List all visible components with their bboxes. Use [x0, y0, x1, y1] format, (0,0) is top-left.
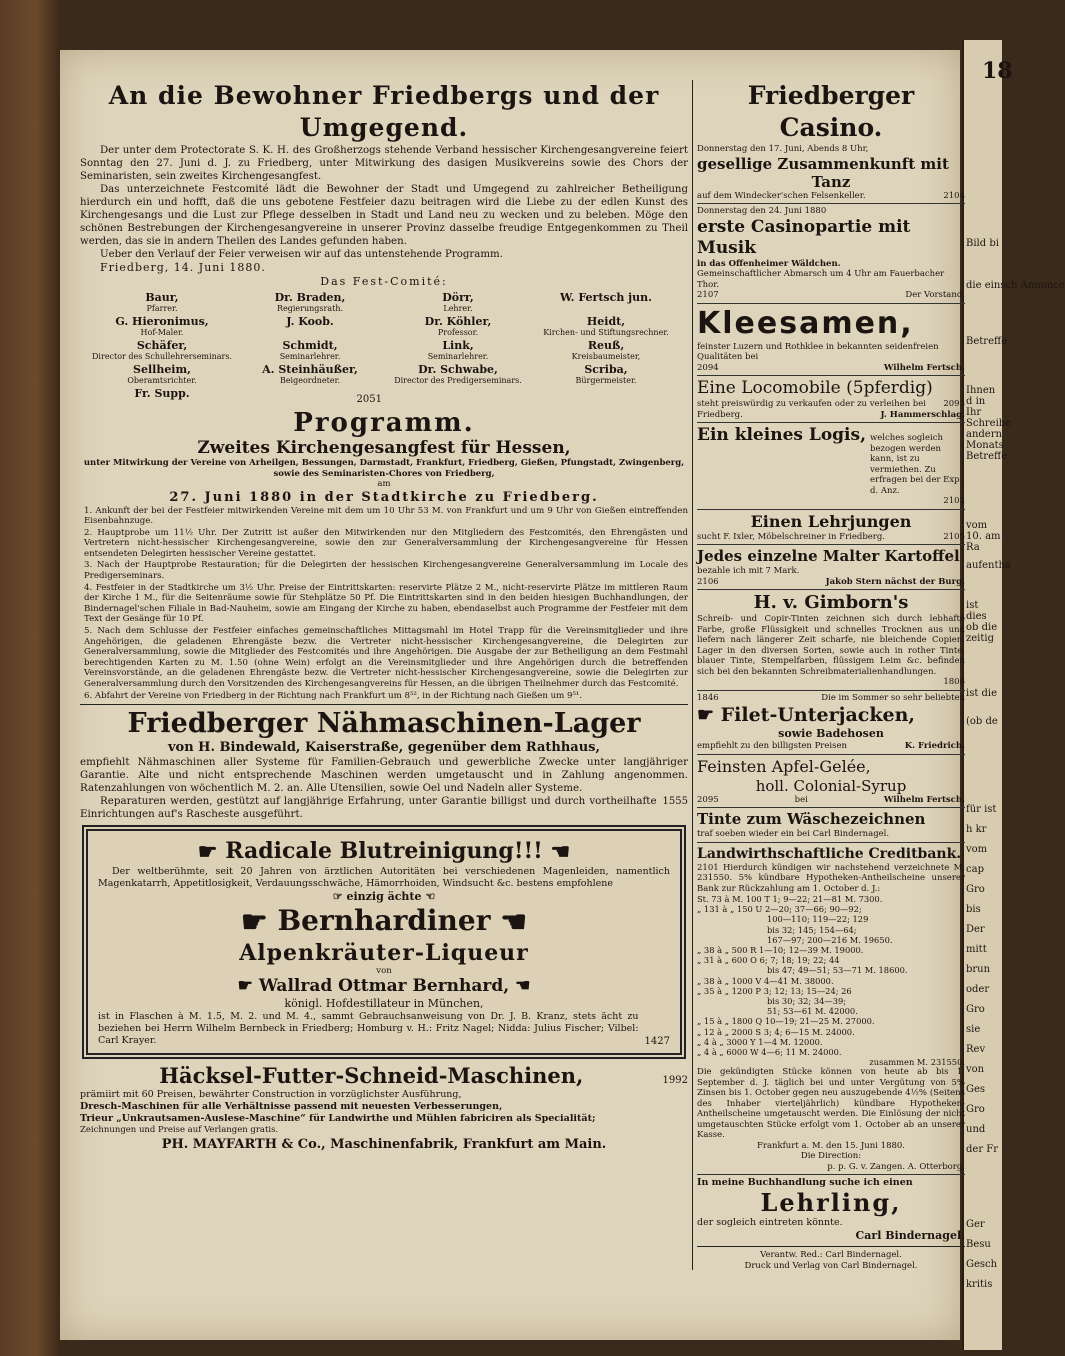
ink-brand-body: Schreib- und Copir-Tinten zeichnen sich durch lebhafte Farbe, große Flüssigkeit und schnelles Trocknen aus und liefern nach längerer Zeit scharfe, nie bleichende Copien. Lager in den diversen Sorten, sowie auch in rother Tinte, blauer Tinte, Stempelfarben, flüssigem Leim &c. befinden sich bei den bekannten Schreibmaterialienhandlungen.: [697, 614, 965, 677]
imprint-printer: Druck und Verlag von Carl Bindernagel.: [744, 1260, 918, 1271]
apprentice-row: [697, 532, 965, 543]
apprentice-title: Einen Lehrjungen: [750, 511, 912, 531]
committee-member: Fr. Supp.: [134, 387, 190, 400]
ad-number: 2104: [943, 190, 965, 201]
pointing-hand-icon: ☛: [237, 976, 253, 997]
liqueur-body: Der weltberühmte, seit 20 Jahren von ärztlichen Autoritäten bei verschiedenen Magenleiden, namentlich Magenkatarrh, Appetitlosigkeit, Verdauungsschwäche, Hämorrhoiden, Windsucht &c. bestens empfohlene: [98, 866, 670, 890]
chaff-line-4: Zeichnungen und Preise auf Verlangen gratis.: [80, 1125, 279, 1136]
potato-body: bezahle ich mit 7 Mark.: [697, 566, 800, 576]
program-list: [80, 506, 688, 702]
sewing-footer: [80, 795, 688, 821]
committee-member: Reuß, Kreisbaumeister,: [571, 339, 641, 361]
clover-sign-row: [697, 363, 965, 374]
lodging-title: Ein kleines Logis,: [697, 425, 866, 445]
bank-row: „ 31 à „ 600 O 6; 7; 18; 19; 22; 44: [697, 955, 840, 966]
jelly-sign-row: [697, 795, 965, 806]
chaff-line-2: Dresch-Maschinen für alle Verhältnisse passend mit neuesten Verbesserungen,: [80, 1101, 503, 1113]
bank-signature: p. p. G. v. Zangen. A. Otterborg.: [827, 1161, 965, 1172]
book-binding: [0, 0, 60, 1356]
program-title: Programm.: [293, 408, 475, 438]
liqueur-maker-role: königl. Hofdestillateur in München,: [284, 997, 484, 1011]
right-column: [692, 80, 965, 1270]
committee-member: Baur, Pfarrer.: [145, 291, 179, 313]
bank-row: „ 4 à „ 3000 Y 1—4 M. 12000.: [697, 1036, 823, 1047]
pointing-hand-icon: ☞: [332, 890, 343, 904]
imprint-editor: Verantw. Red.: Carl Bindernagel.: [760, 1250, 902, 1261]
fragment: ist dies ob die zeitig: [966, 600, 998, 644]
divider: [697, 1246, 965, 1247]
vest-sub: sowie Badehosen: [778, 727, 884, 740]
casino-sign-row: [697, 290, 965, 301]
committee-member: G. Hieronimus, Hof-Maler.: [115, 315, 209, 337]
divider: [697, 303, 965, 304]
divider: [697, 509, 965, 510]
fragment: (ob de: [966, 716, 998, 727]
bank-row: „ 38 à „ 500 R 1—10; 12—39 M. 19000.: [697, 945, 864, 956]
committee-member: Dr. Schwabe, Director des Predigerseminars.: [394, 363, 522, 385]
chaff-title: Häcksel-Futter-Schneid-Maschinen,: [159, 1063, 584, 1089]
liqueur-brand-text: Bernhardiner: [277, 904, 491, 938]
casino-place-row: [697, 191, 965, 202]
divider: [697, 842, 965, 843]
pointing-hand-icon: ☛: [197, 839, 218, 866]
casino-date-2: Donnerstag den 24. Juni 1880: [697, 206, 827, 216]
bank-intro: 2101 Hierdurch kündigen wir nachstehend verzeichnete M. 231550. 5% kündbare Hypotheken-Antheilscheine unserer Bank zur Rückzahlung am 1. October d. J.:: [697, 862, 965, 894]
pointing-hand-icon: ☛: [240, 904, 268, 940]
page-number: 18: [982, 58, 1013, 84]
ink-brand-title: H. v. Gimborn's: [753, 592, 909, 613]
bank-row: St. 73 à M. 100 T 1; 9—22; 21—81 M. 7300.: [697, 894, 883, 904]
committee-member: Schmidt, Seminarlehrer.: [279, 339, 341, 361]
liqueur-genuine-text: einzig ächte: [346, 890, 422, 904]
casino-date-1: Donnerstag den 17. Juni, Abends 8 Uhr,: [697, 144, 869, 154]
vest-body: empfiehlt zu den billigsten Preisen: [697, 741, 847, 751]
pointing-hand-icon: ☚: [550, 839, 571, 866]
liqueur-genuine: [98, 890, 670, 904]
bank-row: 167—97; 200—216 M. 19650.: [767, 934, 893, 945]
locomobile-body-row: [697, 399, 965, 410]
liqueur-detail: ist in Flaschen à M. 1.5, M. 2. und M. 4., sammt Gebrauchsanweisung von Dr. J. B. Kranz, stets ächt zu beziehen bei Herrn Wilhelm Bernbeck in Friedberg; Homburg v. H.: Fritz Nagel; Nidda: Julius Fischer; Vilbel: Carl Krayer.: [98, 1011, 639, 1047]
apprentice-body: sucht F. Ixler, Möbelschreiner in Friedberg.: [697, 531, 886, 542]
jelly-signature: Wilhelm Fertsch.: [883, 794, 965, 805]
liqueur-maker: [98, 976, 670, 997]
ad-number: 2107: [697, 290, 719, 300]
bank-row: „ 38 à „ 1000 V 4—41 M. 38000.: [697, 975, 834, 986]
trainee-pre: In meine Buchhandlung suche ich einen: [697, 1177, 913, 1189]
fragment: vom 10. am Ra: [966, 520, 1001, 553]
ad-number: 2094: [697, 362, 719, 373]
committee-title: Das Fest-Comité:: [320, 275, 448, 288]
bank-place: Frankfurt a. M. den 15. Juni 1880.: [756, 1140, 905, 1151]
next-page-edge: [962, 40, 1065, 1350]
bank-total: zusammen M. 231550.: [869, 1057, 965, 1068]
locomobile-body: steht preiswürdig zu verkaufen oder zu verleihen bei: [697, 399, 926, 409]
vest-pre-row: [697, 693, 965, 704]
bank-row: „ 15 à „ 1800 Q 10—19; 21—25 M. 27000.: [697, 1016, 875, 1027]
clover-signature: Wilhelm Fertsch.: [883, 362, 965, 373]
ad-number: 2105: [943, 531, 965, 542]
fragment: die einsch Annonce: [966, 280, 1065, 291]
liqueur-product: Alpenkräuter-Liqueur: [239, 939, 529, 966]
jelly-title: Feinsten Apfel-Gelée,: [697, 756, 871, 776]
casino-place-2: in das Offenheimer Wäldchen.: [697, 258, 841, 269]
bank-row: „ 4 à „ 6000 W 4—6; 11 M. 24000.: [697, 1047, 842, 1058]
committee-member: Scriba, Bürgermeister.: [575, 363, 637, 385]
bank-row: „ 35 à „ 1200 P 3; 12; 13; 15—24; 26: [697, 985, 852, 996]
casino-event-1b: Tanz: [811, 172, 851, 191]
vest-sign-row: [697, 741, 965, 752]
potato-signature: Jakob Stern nächst der Burg.: [825, 576, 965, 587]
pointing-hand-icon: ☜: [425, 890, 436, 904]
fragment: für ist h kr vom cap Gro bis Der mitt brun oder Gro sie Rev von Ges Gro und der Fr: [966, 804, 998, 1155]
vest-title: Filet-Unterjacken,: [720, 704, 916, 726]
place-date: Friedberg, 14. Juni 1880.: [100, 261, 266, 274]
ad-number: 2093: [943, 399, 965, 409]
program-item: 1. Ankunft der bei der Festfeier mitwirkenden Vereine mit dem um 10 Uhr 53 M. von Frankfurt und um 9 Uhr von Gießen eintreffenden Eisenbahnzuge.: [84, 505, 688, 527]
fragment: Betreffe: [966, 336, 1008, 347]
divider: [697, 589, 965, 590]
liqueur-footer: [98, 1011, 670, 1047]
pointing-hand-icon: ☛: [697, 704, 715, 726]
program-item: 6. Abfahrt der Vereine von Friedberg in der Richtung nach Frankfurt um 8⁵², in der Richtung nach Gießen um 9⁵¹.: [84, 690, 583, 701]
committee-member: Heidt, Kirchen- und Stiftungsrechner.: [543, 315, 669, 337]
program-participants: unter Mitwirkung der Vereine von Arheilgen, Bessungen, Darmstadt, Frankfurt, Friedberg, Gießen, Pfungstadt, Zwingenberg, sowie des Seminaristen-Chores von Friedberg,: [83, 458, 685, 479]
committee-member: Sellheim, Oberamtsrichter.: [127, 363, 197, 385]
committee-member: Dr. Köhler, Professor.: [424, 315, 492, 337]
liqueur-maker-text: Wallrad Ottmar Bernhard,: [258, 976, 510, 997]
ad-number: 1427: [644, 1036, 670, 1048]
bank-row: 51; 53—61 M. 42000.: [767, 1006, 858, 1017]
locomobile-signature: J. Hammerschlag.: [880, 409, 965, 420]
liqueur-headline: [98, 837, 670, 866]
locomobile-title: Eine Locomobile (5pferdig): [697, 378, 933, 398]
clover-title: Kleesamen,: [697, 305, 914, 341]
divider: [697, 375, 965, 376]
fragment: Ihnen d in Ihr Schreibe andern Monats Betreffe: [966, 385, 1012, 462]
sewing-dealer: von H. Bindewald, Kaiserstraße, gegenüber dem Rathhaus,: [167, 740, 601, 756]
committee-member: W. Fertsch jun.: [560, 291, 652, 304]
chaff-line-3: Trieur „Unkrautsamen-Auslese-Maschine“ für Landwirthe und Mühlen fabriciren als Specialität;: [80, 1113, 596, 1125]
trainee-signature: Carl Bindernagel.: [855, 1229, 965, 1243]
locomobile-place: Friedberg.: [697, 409, 743, 420]
bank-body: Die gekündigten Stücke können von heute ab bis 1. September d. J. täglich bei und unter Vergütung von 5% Zinsen bis 1. October gegen neu auszugebende 4½% (Seitens des Inhaber vierteljährlich) kündbare Hypotheken-Antheilscheine umgetauscht werden. Die Einlösung der nicht umgetauschten Stücke erfolgt vom 1. October ab an unserer Kasse.: [697, 1067, 965, 1141]
committee-member: A. Steinhäußer, Beigeordneter.: [262, 363, 358, 385]
ad-number: 1555: [662, 796, 688, 808]
committee-list: [90, 291, 678, 406]
vest-signature: K. Friedrich.: [904, 741, 965, 751]
program-item: 4. Festfeier in der Stadtkirche um 3½ Uhr. Preise der Eintrittskarten: reservirte Plätze 2 M., nicht-reservirte Plätze im mittleren Raum der Kirche 1 M., für die Seitenräume sowie für Stehplätze 50 Pf. Die Eintrittskarten sind in den beiden hiesigen Buchhandlungen, der Bindernagel'schen Filiale in Bad-Nauheim, sowie am Eingang der Kirche zu haben, ebendaselbst auch Programme der Festfeier mit dem Text der Gesänge für 10 Pf.: [84, 582, 688, 625]
vest-title-row: [697, 703, 965, 727]
committee-member: Link, Seminarlehrer.: [427, 339, 489, 361]
program-item: 3. Nach der Hauptprobe Restauration; für die Delegirten der hessischen Kirchengesangvereine Generalversammlung im Locale des Predigerseminars.: [84, 560, 688, 582]
divider: [697, 754, 965, 755]
potato-sign-row: [697, 577, 965, 588]
divider: [697, 544, 965, 545]
program-item: 2. Hauptprobe um 11½ Uhr. Der Zutritt ist außer den Mitwirkenden nur den Mitgliedern des Festcomités, den Ehrengästen und Vertretern nicht-hessischer Kirchengesangvereine, sowie den zur Generalversammlung der Kirchengesangvereine für Hessen entsendeten Delegirten hessischer Vereine gestattet.: [84, 527, 688, 559]
casino-event-2: erste Casinopartie mit Musik: [697, 216, 911, 258]
clover-body: feinster Luzern und Rothklee in bekannten seidenfreien Qualitäten bei: [697, 341, 939, 362]
divider: [697, 807, 965, 808]
program-item: 5. Nach dem Schlusse der Festfeier einfaches gemeinschaftliches Mittagsmahl im Hotel Trapp für die Vereinsmitglieder und ihre Angehörigen, die geladenen Ehrengäste bezw. die Vertreter nicht-hessischer Kirchengesangvereine, die Delegirten zur Generalversammlung, sowie die Mitglieder des Festcomités und ihre Angehörigen. Die Ausgabe der zur Betheiligung an dem Festmahl berechtigenden Karten zu M. 1.50 (ohne Wein) erfolgt an die Vereinsmitglieder und ihre Angehörigen durch die betreffenden Vereinsvorstände, an die geladenen Ehrengäste bezw. die Vertreter nicht-hessischer Kirchengesangvereine, sowie die Delegirten zur Generalversammlung durch den Vorsitzenden des Kirchengesangvereins für Hessen, an die übrigen Theilnehmer durch das Festcomité.: [84, 626, 688, 689]
locomobile-sign-row: [697, 410, 965, 421]
laundry-ink-body: traf soeben wieder ein bei Carl Bindernagel.: [697, 829, 890, 839]
ad-number: 2095: [697, 794, 719, 805]
headline: An die Bewohner Friedbergs und der Umgegend.: [108, 81, 660, 142]
committee-member: Schäfer, Director des Schullehrerseminars.: [92, 339, 232, 361]
chaff-header: [80, 1063, 688, 1089]
bank-row: „ 131 à „ 150 U 2—20; 37—66; 90—92;: [697, 904, 862, 915]
intro-paragraph: Der unter dem Protectorate S. K. H. des Großherzogs stehende Verband hessischer Kirchengesangvereine feiert Sonntag den 27. Juni d. J. zu Friedberg, unter Mitwirkung des dasigen Musikvereins sowie des Chors der Seminaristen, sein zweites Kirchengesangfest.: [80, 145, 688, 182]
ad-number: 1846: [697, 692, 719, 703]
chaff-firm: PH. MAYFARTH & Co., Maschinenfabrik, Frankfurt am Main.: [161, 1136, 607, 1152]
fragment: Bild bi: [966, 238, 999, 249]
program-subtitle: Zweites Kirchengesangfest für Hessen,: [197, 438, 571, 458]
bank-table: [697, 894, 965, 1067]
casino-title: Friedberger Casino.: [747, 81, 915, 142]
program-date: 27. Juni 1880 in der Stadtkirche zu Friedberg.: [169, 489, 599, 505]
divider: [697, 203, 965, 204]
casino-place-2b: Gemeinschaftlicher Abmarsch um 4 Uhr am Fauerbacher Thor.: [697, 269, 945, 290]
committee-member: Dr. Braden, Regierungsrath.: [274, 291, 346, 313]
bank-row: bis 32; 145; 154—64;: [767, 924, 857, 935]
sewing-title: Friedberger Nähmaschinen-Lager: [127, 708, 641, 740]
ad-number: 2102: [943, 496, 965, 506]
bank-row: „ 12 à „ 2000 S 3; 4; 6—15 M. 24000.: [697, 1026, 855, 1037]
pointing-hand-icon: ☚: [515, 976, 531, 997]
casino-event-1: gesellige Zusammenkunft mit: [697, 154, 949, 173]
sewing-body: empfiehlt Nähmaschinen aller Systeme für Familien-Gebrauch und gewerbliche Zwecke unter langjähriger Garantie. Alte und nicht entsprechende Maschinen werden umgetauscht und in Zahlung angenommen. Ratenzahlungen von wöchentlich M. 2. an. Alle Utensilien, sowie Oel und Nadeln aller Systeme.: [80, 756, 688, 795]
trainee-title: Lehrling,: [760, 1188, 902, 1218]
fragment: aufentha: [966, 560, 1011, 571]
program-am: am: [377, 479, 391, 489]
vest-pre: Die im Sommer so sehr beliebten: [821, 692, 965, 703]
ad-number: 1806: [943, 677, 965, 687]
bank-row: bis 30; 32; 34—39;: [767, 996, 847, 1007]
liqueur-headline-text: Radicale Blutreinigung!!!: [225, 838, 543, 865]
committee-member: J. Koob.: [286, 315, 334, 328]
committee-member: Dörr, Lehrer.: [442, 291, 474, 313]
bank-row: bis 47; 49—51; 53—71 M. 18600.: [767, 965, 908, 976]
casino-signature: Der Vorstand.: [905, 290, 965, 300]
lodging-body: welches sogleich bezogen werden kann, ist zu vermiethen. Zu erfragen bei der Exp. d. Anz.: [870, 433, 963, 496]
jelly-title-2: holl. Colonial-Syrup: [755, 776, 907, 795]
fragment: ist die: [966, 688, 998, 699]
liqueur-brand: [98, 904, 670, 940]
bank-direction: Die Direction:: [800, 1151, 862, 1162]
ad-number: 2106: [697, 576, 719, 587]
bank-row: 100—110; 119—22; 129: [767, 914, 869, 925]
liqueur-von: von: [376, 965, 392, 976]
appeal-paragraph: Das unterzeichnete Festcomité lädt die Bewohner der Stadt und Umgegend zu zahlreicher Betheiligung hierdurch ein und hofft, daß die uns gebotene Festfeier dazu beitragen wird die Liebe zu der edlen Kunst des Kirchengesangs und die Lust zur Pflege desselben in Stadt und Land neu zu wecken und zu beleben. Möge den schönen Bestrebungen der Kirchengesangvereine in unserer Provinz dasselbe freudige Entgegenkommen zu Theil werden, das sie in andern Theilen des Landes gefunden haben.: [80, 184, 688, 247]
potato-title: Jedes einzelne Malter Kartoffel: [697, 547, 960, 565]
program-reference: Ueber den Verlauf der Feier verweisen wir auf das untenstehende Programm.: [100, 249, 503, 260]
lodging-row: [697, 425, 965, 496]
divider: [80, 704, 688, 705]
divider: [697, 690, 965, 691]
divider: [697, 1174, 965, 1175]
pointing-hand-icon: ☚: [500, 904, 528, 940]
left-column: [80, 80, 688, 1330]
sewing-repairs: Reparaturen werden, gestützt auf langjährige Erfahrung, unter Garantie billigst und durch vortheilhafte Einrichtungen auf's Rascheste ausgeführt.: [80, 795, 657, 821]
liqueur-ad: [82, 825, 686, 1059]
jelly-bei: bei: [794, 794, 808, 805]
chaff-line-1: prämiirt mit 60 Preisen, bewährter Construction in vorzüglichster Ausführung,: [80, 1089, 462, 1101]
ad-number: 2051: [356, 394, 382, 405]
laundry-ink-title: Tinte zum Wäschezeichnen: [697, 810, 926, 828]
fragment: Ger Besu Gesch kritis: [966, 1219, 998, 1290]
bank-title: Landwirthschaftliche Creditbank.: [697, 845, 962, 862]
trainee-body: der sogleich eintreten könnte.: [697, 1217, 843, 1229]
ad-number: 1992: [662, 1075, 688, 1087]
divider: [697, 422, 965, 423]
casino-place-1: auf dem Windecker'schen Felsenkeller.: [697, 190, 866, 201]
